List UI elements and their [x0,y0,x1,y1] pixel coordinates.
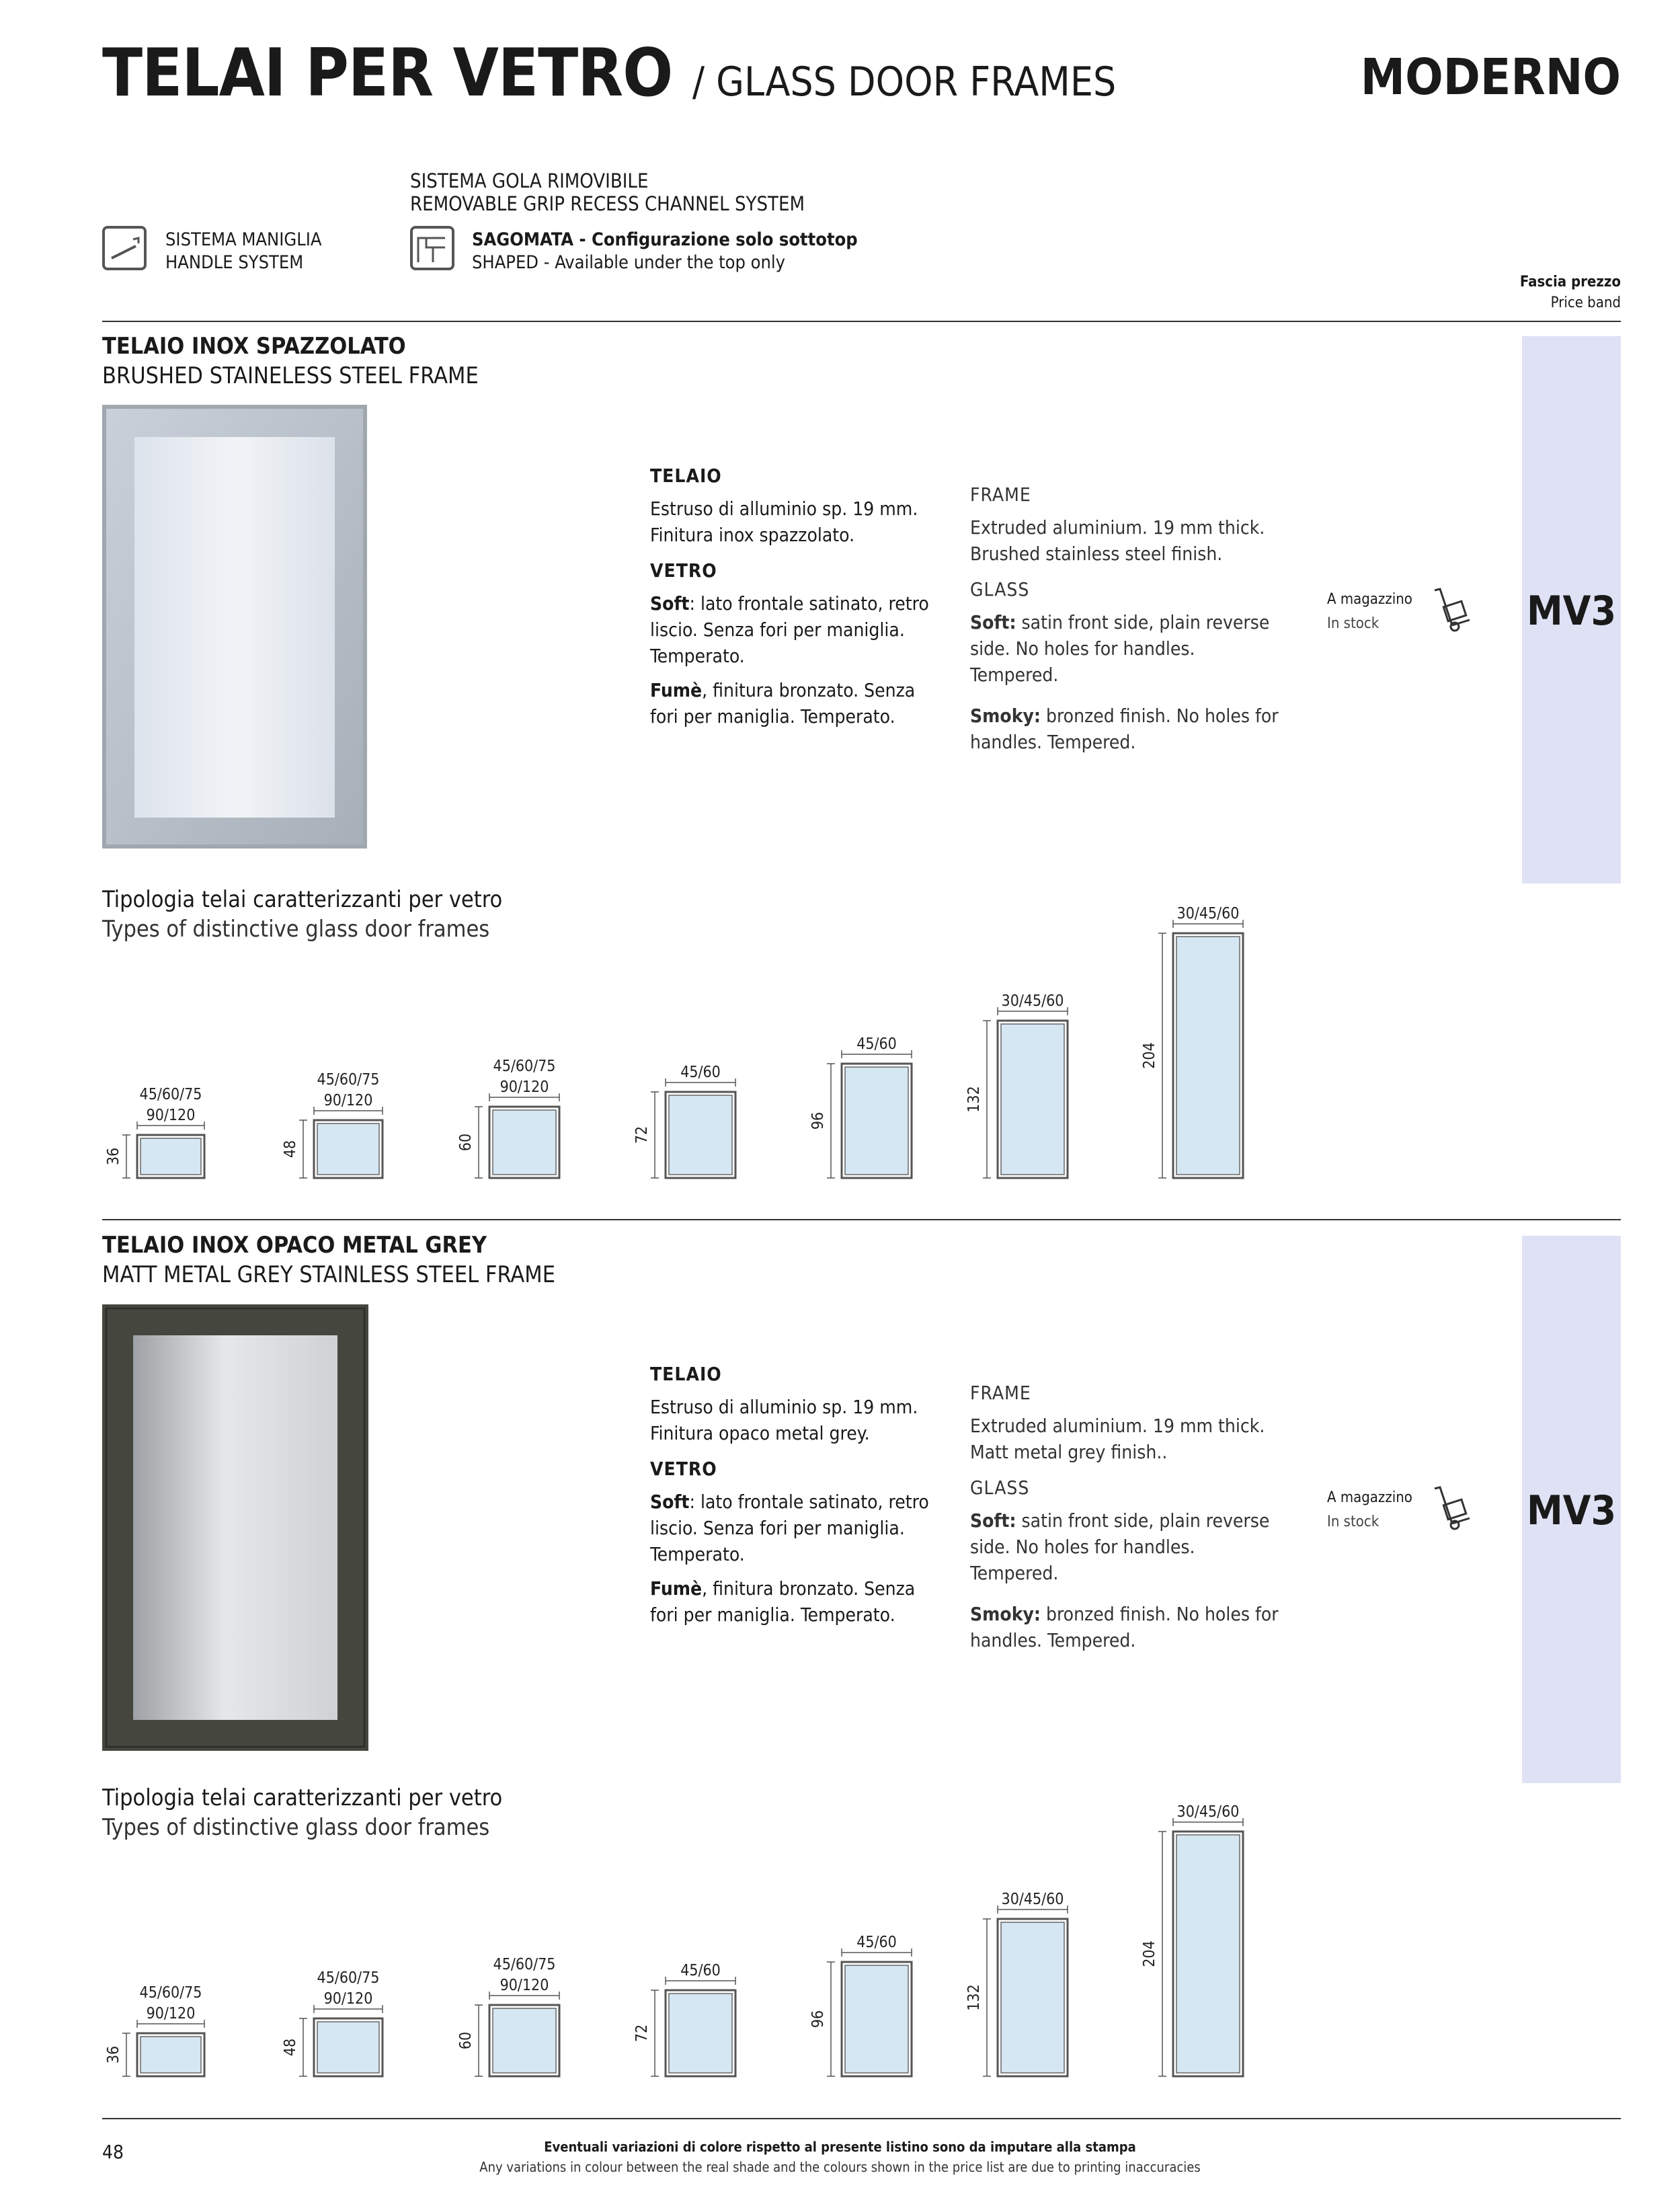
frame-glass [141,1138,201,1175]
shaped-grip-en: SHAPED - Available under the top only [472,252,786,273]
grip-system-title [410,169,805,215]
spec-it [650,463,946,738]
fume-label-it: Fumè [650,1577,703,1600]
height-label: 96 [809,1111,827,1130]
width-label: 30/45/60 [1176,905,1240,922]
price-band-en: Price band [1550,294,1621,311]
product-photo-brushed [102,405,367,849]
page-title-main: TELAI PER VETRO [102,35,673,112]
collection-name: MODERNO [1360,48,1621,106]
soft-label-en: Soft: [970,611,1016,633]
soft-label-en: Soft: [970,1509,1016,1532]
frame-heading: FRAME [970,483,1031,506]
spec-en [970,481,1286,763]
frame-type-72 [633,1064,735,1178]
frame-glass [669,1095,732,1175]
page-title [102,35,1117,112]
handle-system-label [165,229,322,274]
glass-heading: GLASS [970,1477,1030,1499]
frame-types-diagram [102,1786,1366,2088]
height-label: 48 [282,1140,299,1158]
soft-text-en: satin front side, plain reverse side. No holes for handles. Tempered. [970,611,1270,686]
width-label: 45/60/75 [317,1071,380,1089]
section-title-it: TELAIO INOX SPAZZOLATO [102,333,406,360]
frame-glass [493,1110,556,1175]
frame-glass [1176,1835,1240,2073]
section-title [102,1230,555,1290]
frame-heading: FRAME [970,1382,1031,1404]
telaio-heading: TELAIO [650,1363,722,1385]
price-band-bar [1522,336,1621,883]
footer-divider [102,2118,1621,2119]
width-label: 45/60/75 [493,1956,556,1973]
width-label: 45/60 [856,1934,897,1951]
width-label: 45/60/75 [139,1086,202,1103]
height-label: 204 [1141,1940,1158,1967]
section-title-en: BRUSHED STAINELESS STEEL FRAME [102,362,479,389]
width-label: 45/60 [856,1035,897,1053]
height-label: 204 [1141,1042,1158,1069]
stock-it: A magazzino [1327,1489,1412,1506]
frame-glass [1176,937,1240,1175]
price-band-label [1520,272,1621,313]
smoky-label-en: Smoky: [970,1603,1041,1625]
soft-text-it: : lato frontale satinato, retro liscio. Senza fori per maniglia. Temperato. [650,1491,929,1565]
frame-type-36 [105,1984,204,2076]
page-subtitle: / GLASS DOOR FRAMES [692,58,1117,106]
grip-system-en: REMOVABLE GRIP RECESS CHANNEL SYSTEM [410,192,805,215]
frame-glass [1001,1922,1064,2073]
vetro-heading: VETRO [650,1458,717,1480]
height-label: 132 [965,1984,983,2011]
stock-label [1327,1486,1412,1534]
hand-truck-icon [1432,586,1472,639]
smoky-text-en: bronzed finish. No holes for handles. Tempered. [970,1603,1279,1651]
width-label: 45/60/75 [317,1969,380,1987]
width-label: 90/120 [146,1107,196,1124]
fume-text-it: , finitura bronzato. Senza fori per maniglia. Temperato. [650,1577,916,1626]
glass-heading: GLASS [970,578,1030,600]
width-label: 45/60/75 [493,1058,556,1075]
frame-type-132 [965,1891,1068,2076]
frame-type-96 [809,1934,912,2076]
spec-it [650,1361,946,1636]
shaped-grip-label [472,229,858,274]
section-divider [102,321,1621,322]
frame-type-60 [457,1956,559,2076]
frame-glass [669,1994,732,2073]
width-label: 90/120 [323,1990,373,2008]
frame-type-48 [282,1071,383,1178]
width-label: 90/120 [323,1092,373,1109]
fume-label-it: Fumè [650,679,703,701]
section-divider [102,1219,1621,1220]
grip-system-it: SISTEMA GOLA RIMOVIBILE [410,169,649,192]
width-label: 45/60 [680,1962,721,1979]
types-title-it: Tipologia telai caratterizzanti per vetro [102,886,503,913]
frame-text: Extruded aluminium. 19 mm thick. Matt metal grey finish.. [970,1415,1265,1463]
soft-text-en: satin front side, plain reverse side. No holes for handles. Tempered. [970,1509,1270,1584]
width-label: 90/120 [499,1977,549,1994]
price-band-bar [1522,1236,1621,1783]
footer-note-it: Eventuali variazioni di colore rispetto al presente listino sono da imputare alla stampa [544,2139,1136,2155]
frame-type-96 [809,1035,912,1178]
hand-truck-icon [1432,1485,1472,1537]
soft-label-it: Soft [650,592,690,615]
types-title-en: Types of distinctive glass door frames [102,1814,490,1841]
price-band-code: MV3 [1526,588,1617,635]
page-number: 48 [102,2141,124,2163]
vetro-heading: VETRO [650,559,717,582]
telaio-heading: TELAIO [650,465,722,487]
height-label: 96 [809,2010,827,2029]
width-label: 30/45/60 [1176,1803,1240,1821]
stock-en: In stock [1327,615,1379,632]
height-label: 60 [457,1133,475,1152]
width-label: 45/60 [680,1064,721,1081]
frame-glass [141,2037,201,2073]
telaio-text: Estruso di alluminio sp. 19 mm. Finitura opaco metal grey. [650,1396,918,1444]
width-label: 30/45/60 [1001,992,1064,1010]
height-label: 36 [105,2045,122,2064]
width-label: 90/120 [146,2005,196,2022]
frame-types-diagram [102,888,1366,1190]
price-band-it: Fascia prezzo [1519,274,1621,290]
section-title-it: TELAIO INOX OPACO METAL GREY [102,1232,487,1259]
frame-glass [317,2022,379,2073]
soft-label-it: Soft [650,1491,690,1513]
handle-system-en: HANDLE SYSTEM [165,252,304,273]
shaped-grip-icon [410,226,454,270]
frame-glass [845,1965,908,2073]
frame-type-36 [105,1086,204,1178]
smoky-text-en: bronzed finish. No holes for handles. Tempered. [970,705,1279,753]
frame-type-60 [457,1058,559,1178]
frame-text: Extruded aluminium. 19 mm thick. Brushed stainless steel finish. [970,516,1265,565]
smoky-label-en: Smoky: [970,705,1041,727]
frame-glass [845,1067,908,1175]
width-label: 90/120 [499,1078,549,1096]
stock-en: In stock [1327,1513,1379,1530]
product-photo-metal-grey [102,1304,368,1751]
footer-note-en: Any variations in colour between the real shade and the colours shown in the price list are due to printing inaccuracies [479,2159,1201,2175]
section-title-en: MATT METAL GREY STAINLESS STEEL FRAME [102,1261,556,1288]
handle-system-icon [102,226,147,270]
fume-text-it: , finitura bronzato. Senza fori per maniglia. Temperato. [650,679,916,727]
section-title [102,331,479,391]
frame-type-72 [633,1962,735,2076]
frame-glass [317,1124,379,1175]
frame-glass [493,2008,556,2073]
handle-system-it: SISTEMA MANIGLIA [165,229,322,250]
height-label: 132 [965,1086,983,1113]
height-label: 72 [633,1126,651,1144]
shaped-grip-it: SAGOMATA - Configurazione solo sottotop [472,229,858,250]
frame-type-204 [1141,1803,1243,2076]
height-label: 60 [457,2031,475,2050]
frame-glass [1001,1024,1064,1175]
width-label: 30/45/60 [1001,1891,1064,1908]
height-label: 36 [105,1147,122,1166]
spec-en [970,1380,1286,1661]
types-title-it: Tipologia telai caratterizzanti per vetro [102,1784,503,1811]
width-label: 45/60/75 [139,1984,202,2002]
telaio-text: Estruso di alluminio sp. 19 mm. Finitura inox spazzolato. [650,498,918,546]
stock-it: A magazzino [1327,591,1412,608]
stock-label [1327,588,1412,636]
types-title-en: Types of distinctive glass door frames [102,916,490,943]
footer-note [0,2137,1680,2177]
height-label: 48 [282,2038,299,2057]
soft-text-it: : lato frontale satinato, retro liscio. Senza fori per maniglia. Temperato. [650,592,929,667]
height-label: 72 [633,2024,651,2043]
frame-type-48 [282,1969,383,2076]
price-band-code: MV3 [1526,1487,1617,1534]
frame-type-204 [1141,905,1243,1178]
frame-type-132 [965,992,1068,1178]
